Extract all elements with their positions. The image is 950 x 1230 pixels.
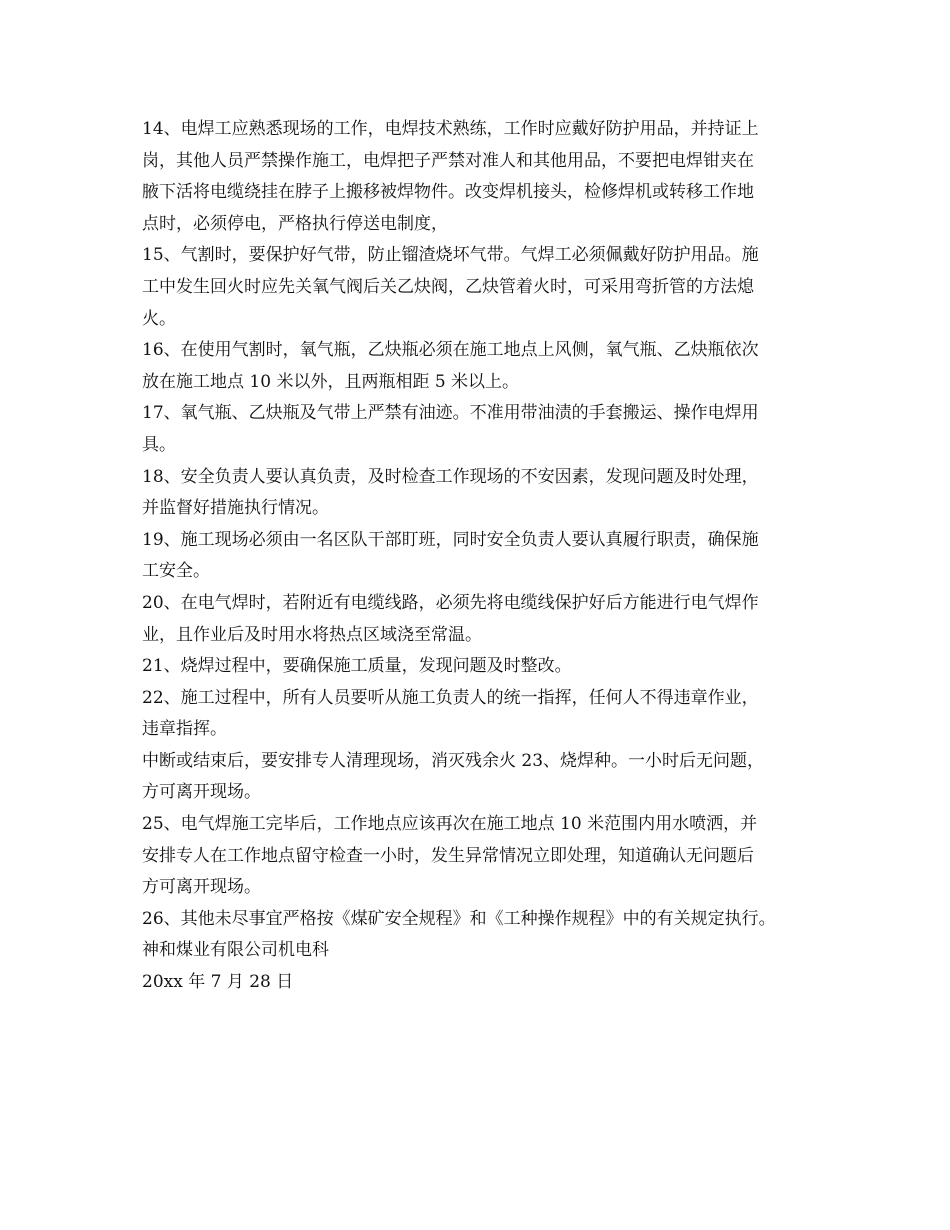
text-line: 15、气割时，要保护好气带，防止镏渣烧坏气带。气焊工必须佩戴好防护用品。施	[142, 245, 759, 266]
text-line: 火。	[142, 308, 176, 329]
text-line: 20、在电气焊时，若附近有电缆线路，必须先将电缆线保护好后方能进行电气焊作	[142, 592, 759, 613]
signature-organization: 神和煤业有限公司机电科	[142, 940, 329, 961]
text-line: 22、施工过程中，所有人员要听从施工负责人的统一指挥，任何人不得违章作业，	[142, 687, 759, 708]
text-line: 18、安全负责人要认真负责，及时检查工作现场的不安因素，发现问题及时处理，	[142, 466, 759, 487]
text-line: 腋下活将电缆绕挂在脖子上搬移被焊物件。改变焊机接头，检修焊机或转移工作地	[142, 182, 754, 203]
document-body	[142, 114, 832, 999]
text-line: 19、施工现场必须由一名区队干部盯班，同时安全负责人要认真履行职责，确保施	[142, 529, 759, 550]
text-line: 业，且作业后及时用水将热点区域浇至常温。	[142, 624, 482, 645]
text-line: 工安全。	[142, 561, 210, 582]
text-line: 17、氧气瓶、乙炔瓶及气带上严禁有油迹。不准用带油渍的手套搬运、操作电焊用	[142, 403, 759, 424]
text-line: 放在施工地点 10 米以外，且两瓶相距 5 米以上。	[142, 371, 520, 392]
text-line: 26、其他未尽事宜严格按《煤矿安全规程》和《工种操作规程》中的有关规定执行。	[142, 908, 776, 929]
text-line: 14、电焊工应熟悉现场的工作，电焊技术熟练，工作时应戴好防护用品，并持证上	[142, 119, 759, 139]
text-line: 违章指挥。	[142, 719, 227, 740]
text-line: 点时，必须停电，严格执行停送电制度，	[142, 213, 448, 234]
text-line: 中断或结束后，要安排专人清理现场，消灭残余火 23、烧焊种。一小时后无问题，	[142, 750, 765, 771]
text-line: 岗，其他人员严禁操作施工，电焊把子严禁对准人和其他用品，不要把电焊钳夹在	[142, 150, 754, 171]
text-line: 方可离开现场。	[142, 782, 261, 803]
text-line: 具。	[142, 434, 176, 455]
text-line: 工中发生回火时应先关氧气阀后关乙炔阀，乙炔管着火时，可采用弯折管的方法熄	[142, 276, 754, 297]
text-line: 25、电气焊施工完毕后，工作地点应该再次在施工地点 10 米范围内用水喷洒，并	[142, 814, 758, 835]
text-line: 21、烧焊过程中，要确保施工质量，发现问题及时整改。	[142, 656, 572, 677]
text-line: 并监督好措施执行情况。	[142, 498, 329, 519]
text-line: 方可离开现场。	[142, 877, 261, 898]
text-line: 16、在使用气割时，氧气瓶，乙炔瓶必须在施工地点上风侧，氧气瓶、乙炔瓶依次	[142, 340, 759, 361]
signature-date: 20xx 年 7 月 28 日	[142, 972, 294, 993]
text-line: 安排专人在工作地点留守检查一小时，发生异常情况立即处理，知道确认无问题后	[142, 845, 754, 866]
